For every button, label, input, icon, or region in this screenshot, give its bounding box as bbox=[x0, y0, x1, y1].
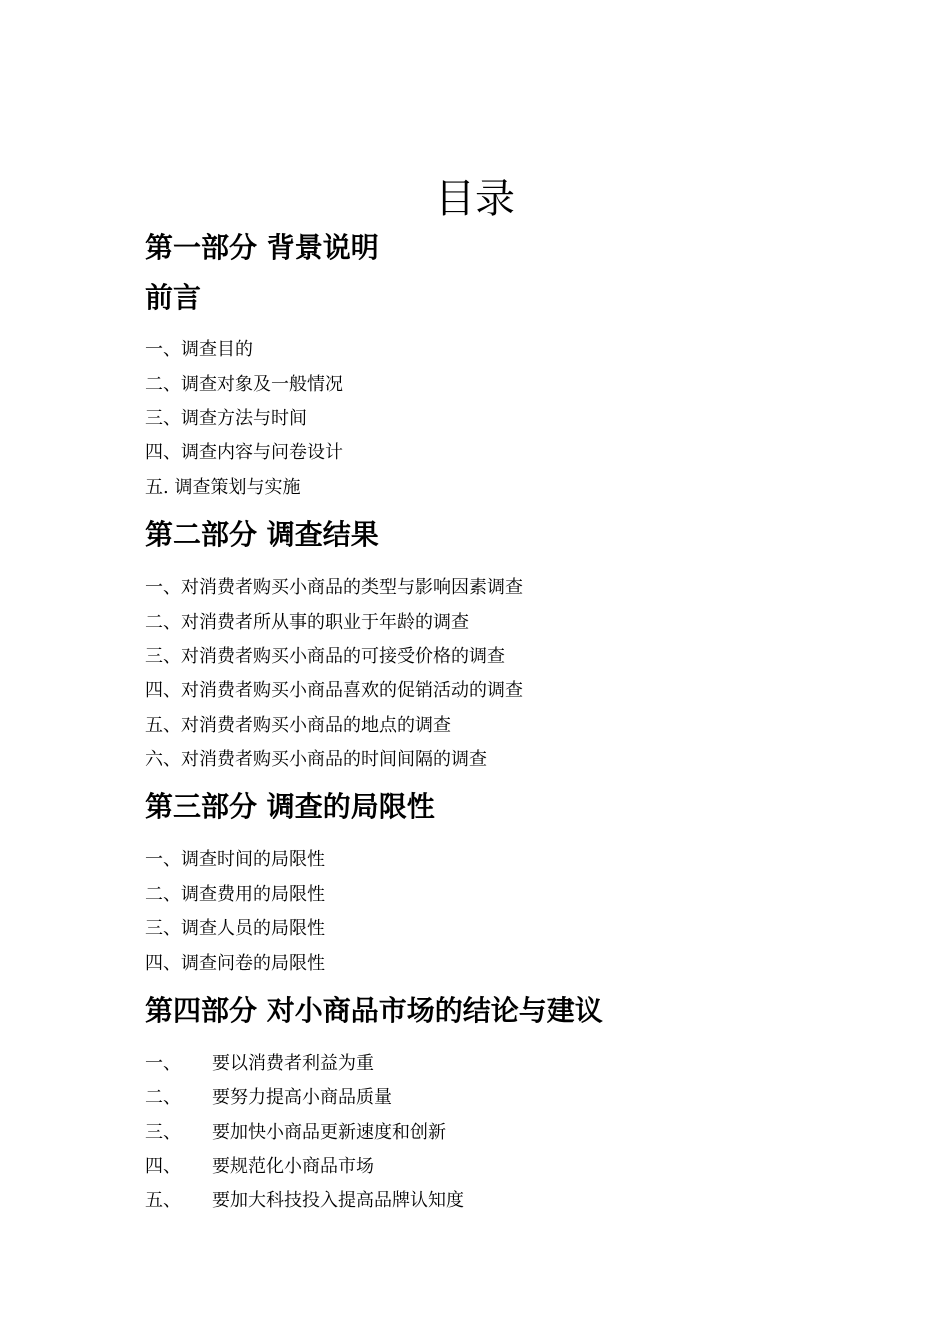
toc-entry-number: 一、 bbox=[145, 849, 181, 870]
toc-entry-text: 要规范化小商品市场 bbox=[212, 1156, 374, 1177]
toc-entry bbox=[145, 882, 325, 908]
toc-entry bbox=[145, 747, 487, 773]
toc-entry-text: 要加快小商品更新速度和创新 bbox=[212, 1122, 446, 1143]
toc-entry-text: 要努力提高小商品质量 bbox=[212, 1087, 392, 1108]
toc-entry-text: 要加大科技投入提高品牌认知度 bbox=[212, 1190, 464, 1211]
toc-entry-number: 一、 bbox=[145, 339, 181, 360]
toc-entry bbox=[145, 678, 523, 704]
toc-entry bbox=[145, 1188, 464, 1214]
toc-entry-text: 调查费用的局限性 bbox=[181, 884, 325, 905]
toc-entry-text: 调查时间的局限性 bbox=[181, 849, 325, 870]
toc-entry-number: 五、 bbox=[145, 715, 181, 736]
toc-entry-number: 五. bbox=[145, 477, 169, 498]
toc-entry-text: 调查问卷的局限性 bbox=[181, 953, 325, 974]
toc-entry bbox=[145, 1120, 446, 1146]
toc-entry-number: 六、 bbox=[145, 749, 181, 770]
section-heading-2: 第二部分 调查结果 bbox=[145, 518, 379, 551]
toc-entry bbox=[145, 475, 300, 501]
toc-entry-text: 对消费者购买小商品的时间间隔的调查 bbox=[181, 749, 487, 770]
section-heading-3: 第三部分 调查的局限性 bbox=[145, 790, 435, 823]
toc-entry-number: 四、 bbox=[145, 953, 181, 974]
toc-entry-text: 调查内容与问卷设计 bbox=[181, 442, 343, 463]
toc-entry bbox=[145, 1051, 374, 1077]
section-heading-4: 第四部分 对小商品市场的结论与建议 bbox=[145, 994, 603, 1027]
toc-entry-number: 三、 bbox=[145, 918, 181, 939]
toc-entry bbox=[145, 847, 325, 873]
toc-entry-text: 对消费者购买小商品的地点的调查 bbox=[181, 715, 451, 736]
toc-entry bbox=[145, 372, 343, 398]
toc-entry-number: 四、 bbox=[145, 442, 181, 463]
section-subheading-foreword: 前言 bbox=[145, 281, 202, 314]
toc-entry bbox=[145, 1085, 392, 1111]
toc-entry-number: 二、 bbox=[145, 612, 181, 633]
toc-entry-text: 要以消费者利益为重 bbox=[212, 1053, 374, 1074]
toc-entry-text: 对消费者购买小商品喜欢的促销活动的调查 bbox=[181, 680, 523, 701]
toc-entry-text: 调查人员的局限性 bbox=[181, 918, 325, 939]
toc-entry-number: 二、 bbox=[145, 884, 181, 905]
toc-entry-number: 四、 bbox=[145, 680, 181, 701]
toc-entry bbox=[145, 1154, 374, 1180]
toc-entry-text: 调查对象及一般情况 bbox=[181, 374, 343, 395]
toc-entry-number: 一、 bbox=[145, 1053, 181, 1074]
toc-entry-number: 五、 bbox=[145, 1190, 181, 1211]
toc-entry bbox=[145, 337, 253, 363]
toc-entry-text: 调查策划与实施 bbox=[168, 477, 301, 498]
toc-entry bbox=[145, 713, 451, 739]
toc-entry-text: 对消费者所从事的职业于年龄的调查 bbox=[181, 612, 469, 633]
page-title: 目录 bbox=[435, 176, 515, 222]
toc-entry-text: 调查目的 bbox=[181, 339, 253, 360]
toc-entry bbox=[145, 951, 325, 977]
toc-entry-number: 二、 bbox=[145, 1087, 181, 1108]
toc-entry bbox=[145, 575, 523, 601]
toc-entry-number: 三、 bbox=[145, 408, 181, 429]
toc-entry-number: 二、 bbox=[145, 374, 181, 395]
toc-entry bbox=[145, 406, 307, 432]
toc-entry bbox=[145, 610, 469, 636]
toc-entry-text: 对消费者购买小商品的类型与影响因素调查 bbox=[181, 577, 523, 598]
toc-entry-text: 调查方法与时间 bbox=[181, 408, 307, 429]
section-heading-1: 第一部分 背景说明 bbox=[145, 231, 379, 264]
toc-entry-number: 三、 bbox=[145, 1122, 181, 1143]
toc-entry-number: 四、 bbox=[145, 1156, 181, 1177]
toc-entry-number: 三、 bbox=[145, 646, 181, 667]
toc-entry bbox=[145, 916, 325, 942]
toc-entry-number: 一、 bbox=[145, 577, 181, 598]
toc-entry bbox=[145, 644, 505, 670]
toc-entry-text: 对消费者购买小商品的可接受价格的调查 bbox=[181, 646, 505, 667]
toc-entry bbox=[145, 440, 343, 466]
